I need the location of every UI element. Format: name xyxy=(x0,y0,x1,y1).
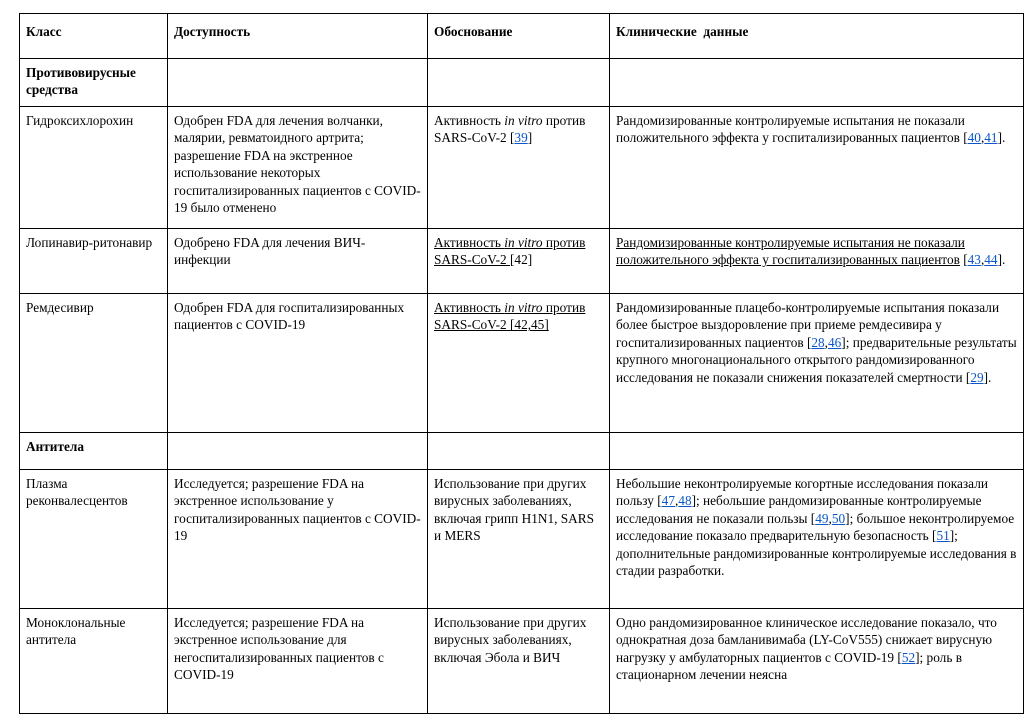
cell-clinical: Небольшие неконтролируемые когортные исследования показали пользу [47,48]; небольшие рандомизированные контролируемые исследования не показали пользы [49,50]; большое неконтролируемое исследование показало предварительную безопасность [51]; дополнительные рандомизированные контролируемые исследования в стадии разработки. xyxy=(610,470,1024,609)
citation-link[interactable]: 29 xyxy=(970,369,984,385)
header-rationale: Обоснование xyxy=(428,14,610,59)
cell-availability: Одобрен FDA для госпитализированных пациентов с COVID-19 xyxy=(168,294,428,433)
citation-link[interactable]: 40 xyxy=(967,130,981,146)
section-title-antivirals: Противовирусные средства xyxy=(20,59,168,107)
cell-rationale: Использование при других вирусных заболеваниях, включая Эбола и ВИЧ xyxy=(428,609,610,714)
table-header-row xyxy=(20,14,1024,59)
cell-class: Плазма реконвалесцентов xyxy=(20,470,168,609)
citation-link[interactable]: 50 xyxy=(831,510,846,526)
citation-link[interactable]: 52 xyxy=(901,649,916,665)
section-title-antibodies: Антитела xyxy=(20,433,168,470)
cell-clinical: Одно рандомизированное клиническое исследование показало, что однократная доза бамланивимаба (LY-CoV555) снижает вирусную нагрузку у амбулаторных пациентов с COVID-19 [52]; роль в стационарном лечении неясна xyxy=(610,609,1024,714)
citation-link[interactable]: 28 xyxy=(811,334,825,350)
header-class: Класс xyxy=(20,14,168,59)
cell-availability: Одобрено FDA для лечения ВИЧ-инфекции xyxy=(168,229,428,294)
section-row-antivirals xyxy=(20,59,1024,107)
cell-clinical: Рандомизированные плацебо-контролируемые испытания показали более быстрое выздоровление при приеме ремдесивира у госпитализированных пациентов [28,46]; предварительные результаты крупного многонационального открытого рандомизированного исследования не показали снижения показателей смертности [29]. xyxy=(610,294,1024,433)
citation-link[interactable]: 46 xyxy=(828,334,842,350)
citation-link[interactable]: 41 xyxy=(984,130,998,146)
cell-class: Лопинавир-ритонавир xyxy=(20,229,168,294)
table-row-remdesivir xyxy=(20,294,1024,433)
citation-link[interactable]: 43 xyxy=(967,252,981,268)
citation-link[interactable]: 48 xyxy=(678,493,692,509)
cell-availability: Одобрен FDA для лечения волчанки, малярии, ревматоидного артрита; разрешение FDA на экстренное использование некоторых госпитализированных пациентов с COVID-19 было отменено xyxy=(168,107,428,229)
citation-link[interactable]: 49 xyxy=(815,510,829,526)
drug-table xyxy=(19,13,1024,714)
cell-class: Моноклональные антитела xyxy=(20,609,168,714)
citation-link[interactable]: 51 xyxy=(936,528,950,544)
cell-availability: Исследуется; разрешение FDA на экстренное использование для негоспитализированных пациентов с COVID-19 xyxy=(168,609,428,714)
cell-class: Гидроксихлорохин xyxy=(20,107,168,229)
cell-class: Ремдесивир xyxy=(20,294,168,433)
table-row-monoclonal-antibodies xyxy=(20,609,1024,714)
header-availability: Доступность xyxy=(168,14,428,59)
table-row-convalescent-plasma xyxy=(20,470,1024,609)
citation-link[interactable]: 44 xyxy=(984,252,998,268)
cell-rationale: Активность in vitro против SARS-CoV-2 [42] xyxy=(428,229,610,294)
cell-availability: Исследуется; разрешение FDA на экстренное использование у госпитализированных пациентов с COVID-19 xyxy=(168,470,428,609)
cell-clinical: Рандомизированные контролируемые испытания не показали положительного эффекта у госпитализированных пациентов [40,41]. xyxy=(610,107,1024,229)
section-row-antibodies xyxy=(20,433,1024,470)
table-row-lopinavir xyxy=(20,229,1024,294)
cell-clinical: Рандомизированные контролируемые испытания не показали положительного эффекта у госпитализированных пациентов [43,44]. xyxy=(610,229,1024,294)
header-clinical: Клинические данные xyxy=(610,14,1024,59)
cell-rationale: Активность in vitro против SARS-CoV-2 [39] xyxy=(428,107,610,229)
table-row-hydroxychloroquine xyxy=(20,107,1024,229)
citation-link[interactable]: 39 xyxy=(514,130,528,146)
cell-rationale: Активность in vitro против SARS-CoV-2 [42,45] xyxy=(428,294,610,433)
cell-rationale: Использование при других вирусных заболеваниях, включая грипп H1N1, SARS и MERS xyxy=(428,470,610,609)
citation-link[interactable]: 47 xyxy=(661,493,675,509)
